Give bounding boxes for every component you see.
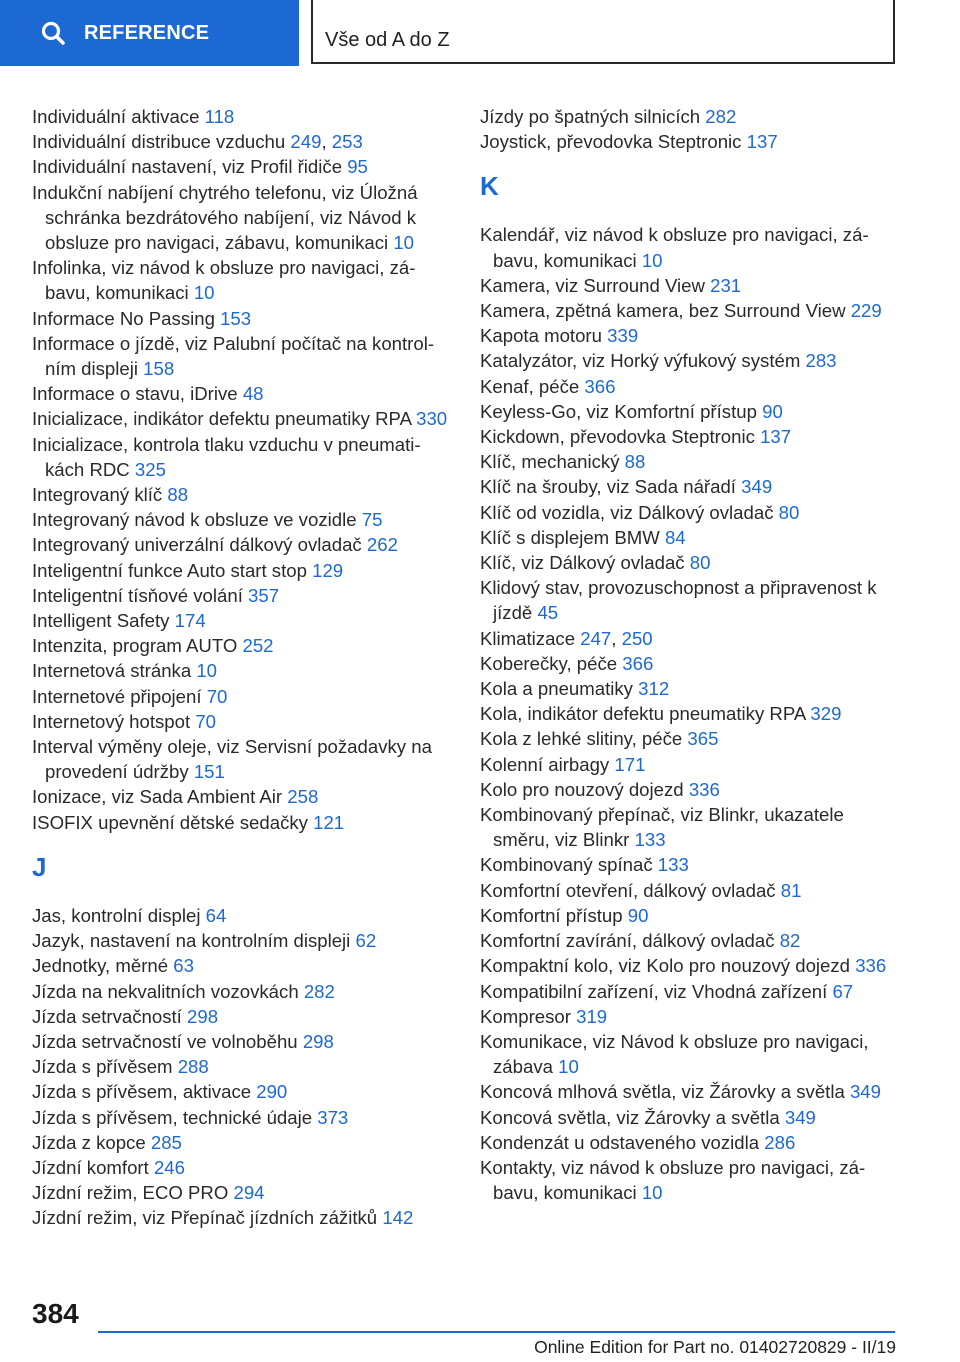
index-list-k (480, 222, 900, 1205)
page-link[interactable]: 10 (641, 249, 663, 271)
page-link[interactable]: 229 (850, 300, 882, 322)
index-entry (32, 255, 452, 305)
page-link[interactable]: 62 (355, 930, 377, 952)
page-link[interactable]: 349 (741, 476, 773, 498)
index-entry (32, 709, 452, 734)
index-entry (32, 154, 452, 179)
index-term: Jízda setrvačností (32, 1005, 188, 1027)
index-term: Inteligentní funkce Auto start stop (32, 559, 313, 581)
index-list-j-continued (480, 104, 900, 154)
index-term: Klimatizace (480, 627, 581, 649)
index-term: Jednotky, měrné (32, 955, 174, 977)
index-entry (480, 474, 900, 499)
page-link[interactable]: 95 (347, 156, 368, 178)
index-term: Komfortní otevření, dálkový ovladač (480, 879, 781, 901)
index-entry (480, 525, 900, 550)
index-entry (480, 903, 900, 928)
index-entry (480, 928, 900, 953)
index-term: Integrovaný univerzální dálkový ovladač (32, 534, 367, 556)
index-entry (32, 482, 452, 507)
index-term: Jízdní komfort (32, 1156, 154, 1178)
reference-label: REFERENCE (84, 21, 210, 44)
index-entry (32, 104, 452, 129)
index-entry (32, 1029, 452, 1054)
index-entry (32, 784, 452, 809)
index-entry (480, 953, 900, 978)
page-link[interactable]: 246 (153, 1156, 185, 1178)
index-term: Jízda na nekvalitních vozovkách (32, 980, 304, 1002)
page-link[interactable]: 70 (206, 685, 228, 707)
page-link[interactable]: 10 (193, 282, 215, 304)
index-term: Kola z lehké slitiny, péče (480, 728, 688, 750)
index-term: Kenaf, péče (480, 375, 585, 397)
page-link[interactable]: 10 (393, 232, 414, 254)
index-term: Kamera, zpětná kamera, bez Surround View (480, 300, 851, 322)
index-entry (480, 651, 900, 676)
page-link[interactable]: 286 (764, 1131, 796, 1153)
page-link[interactable]: 282 (705, 106, 737, 127)
page-link[interactable]: 70 (195, 710, 217, 732)
index-entry (480, 222, 900, 272)
page-link[interactable]: 349 (784, 1106, 816, 1128)
index-term: Indukční nabíjení chytrého telefonu, viz Úložná schránka bezdrátového nabíjení, viz Návod k obsluze pro navigaci, zábavu, komunikaci (32, 181, 418, 254)
page-link[interactable]: 81 (780, 879, 802, 901)
page-link[interactable]: 118 (204, 106, 235, 127)
page-number: 384 (32, 1298, 79, 1329)
index-term: Kamera, viz Surround View (480, 274, 711, 296)
page-link[interactable]: 365 (687, 728, 719, 750)
page-link[interactable]: 253 (331, 131, 363, 153)
page-link[interactable]: 45 (537, 602, 559, 624)
index-entry (32, 633, 452, 658)
index-term: Klíč na šrouby, viz Sada nářadí (480, 476, 742, 498)
index-entry (32, 658, 452, 683)
reference-tab[interactable] (0, 0, 299, 66)
footer-divider (98, 1331, 895, 1333)
index-term: Komunikace, viz Návod k obsluze pro navigaci, zábava (480, 1030, 869, 1078)
page-link[interactable]: 262 (366, 534, 398, 556)
index-term: Kola, indikátor defektu pneumatiky RPA (480, 703, 811, 725)
search-icon (40, 20, 66, 46)
index-term: Jas, kontrolní displej (32, 904, 206, 926)
index-entry (480, 626, 900, 651)
index-term: Integrovaný návod k obsluze ve vozidle (32, 509, 362, 531)
index-term: Klidový stav, provozuschopnost a připravenost k jízdě (480, 577, 877, 624)
page-link[interactable]: 158 (143, 358, 175, 380)
index-term: Jízdní režim, ECO PRO (32, 1182, 234, 1204)
page-link[interactable]: 298 (302, 1030, 334, 1052)
index-term: Kombinovaný přepínač, viz Blinkr, ukazatele směru, viz Blinkr (480, 804, 844, 851)
index-term: Jízdy po špatných silnicích (480, 106, 706, 127)
index-entry (32, 1054, 452, 1079)
index-entry (32, 734, 452, 784)
index-entry (480, 424, 900, 449)
index-term: Interval výměny oleje, viz Servisní požadavky na provedení údržby (32, 736, 432, 783)
index-term: Informace o jízdě, viz Palubní počítač na kontrolním displeji (32, 332, 435, 380)
page-link[interactable]: 288 (177, 1056, 209, 1078)
index-column-left (32, 104, 452, 1231)
index-term: Informace o stavu, iDrive (32, 383, 243, 405)
page-link[interactable]: 294 (233, 1182, 265, 1204)
index-entry (480, 726, 900, 751)
index-entry (32, 928, 452, 953)
index-entry (480, 852, 900, 877)
index-term: Inicializace, indikátor defektu pneumatiky RPA (32, 408, 417, 430)
page-link[interactable]: 80 (778, 501, 800, 523)
index-entry (32, 1004, 452, 1029)
page-link[interactable]: 63 (173, 955, 194, 977)
index-list-i (32, 104, 452, 835)
index-term: Kombinovaný spínač (480, 854, 658, 876)
index-entry (32, 1079, 452, 1104)
page-link[interactable]: 349 (849, 1081, 881, 1103)
index-entry (32, 507, 452, 532)
page-link[interactable]: 373 (317, 1106, 349, 1128)
index-term: Kapota motoru (480, 325, 608, 347)
index-term: Koncová mlhová světla, viz Žárovky a světla (480, 1081, 850, 1103)
index-term: Inteligentní tísňové volání (32, 584, 249, 606)
index-term: Kolenní airbagy (480, 753, 615, 775)
page-link[interactable]: 249 (290, 131, 322, 153)
index-entry (32, 979, 452, 1004)
index-term: Internetový hotspot (32, 710, 196, 732)
page-link[interactable]: 82 (779, 930, 801, 952)
footer-edition: Online Edition for Part no. 01402720829 - II/19 (534, 1337, 896, 1357)
page-link[interactable]: 10 (558, 1056, 579, 1078)
index-term: Jízda s přívěsem, aktivace (32, 1081, 257, 1103)
page-link[interactable]: 366 (584, 375, 616, 397)
index-entry (480, 575, 900, 625)
index-term: Kontakty, viz návod k obsluze pro navigaci, zábavu, komunikaci (480, 1156, 866, 1204)
index-term: Kola a pneumatiky (480, 678, 639, 700)
page-link[interactable]: 319 (576, 1005, 608, 1027)
index-term: Jízdní režim, viz Přepínač jízdních zážitků (32, 1207, 383, 1229)
index-letter-j: J (32, 851, 47, 882)
index-entry (32, 583, 452, 608)
page-link[interactable]: 142 (382, 1207, 414, 1229)
index-term: Kickdown, převodovka Steptronic (480, 426, 761, 448)
index-term: Informace No Passing (32, 307, 221, 329)
page-link[interactable]: 137 (760, 426, 792, 448)
index-term: Intenzita, program AUTO (32, 635, 243, 657)
index-entry (480, 298, 900, 323)
index-term: Individuální nastavení, viz Profil řidiče (32, 156, 348, 178)
index-term: Klíč, mechanický (480, 451, 625, 473)
page-link[interactable]: 80 (689, 552, 711, 574)
header-bar (0, 0, 960, 66)
page-link[interactable]: 330 (416, 408, 448, 430)
index-entry (32, 180, 452, 256)
index-entry (32, 558, 452, 583)
index-term: Individuální aktivace (32, 106, 205, 127)
page-link[interactable]: 90 (627, 904, 649, 926)
index-term: Ionizace, viz Sada Ambient Air (32, 786, 288, 808)
index-entry (480, 500, 900, 525)
index-entry (32, 608, 452, 633)
index-term: Jízda s přívěsem (32, 1056, 178, 1078)
index-entry (480, 323, 900, 348)
index-entry (32, 1130, 452, 1155)
page-link[interactable]: 133 (657, 854, 689, 876)
index-term: Jízda setrvačností ve volnoběhu (32, 1030, 303, 1052)
page-link[interactable]: 151 (193, 761, 225, 783)
page-link[interactable]: 298 (187, 1005, 219, 1027)
index-term: Kolo pro nouzový dojezd (480, 778, 689, 800)
index-term: Jazyk, nastavení na kontrolním displeji (32, 930, 356, 952)
page-link[interactable]: 339 (607, 325, 639, 347)
index-term: Komfortní přístup (480, 904, 628, 926)
index-term: Joystick, převodovka Steptronic (480, 131, 747, 153)
index-term: ISOFIX upevnění dětské sedačky (32, 811, 314, 833)
index-entry (480, 979, 900, 1004)
chapter-title: Vše od A do Z (311, 0, 895, 64)
page-link[interactable]: 121 (313, 811, 345, 833)
page-link[interactable]: 247 (580, 627, 612, 649)
page-link[interactable]: 336 (688, 778, 720, 800)
index-term: Individuální distribuce vzduchu (32, 131, 291, 153)
page-link[interactable]: 90 (762, 400, 783, 422)
page-link[interactable]: 64 (205, 904, 227, 926)
index-entry (32, 1155, 452, 1180)
index-entry (32, 406, 452, 431)
index-entry (480, 701, 900, 726)
index-entry (480, 752, 900, 777)
index-term: Koncová světla, viz Žárovky a světla (480, 1106, 785, 1128)
page-link[interactable]: 325 (134, 458, 166, 480)
index-entry (480, 1130, 900, 1155)
index-term: Klíč od vozidla, viz Dálkový ovladač (480, 501, 779, 523)
page-link[interactable]: 88 (624, 451, 646, 473)
page-link[interactable]: 153 (220, 307, 252, 329)
page-link[interactable]: 250 (621, 627, 653, 649)
index-entry (480, 550, 900, 575)
index-term: Klíč s displejem BMW (480, 526, 665, 548)
index-term: Kondenzát u odstaveného vozidla (480, 1131, 765, 1153)
index-entry (480, 129, 900, 154)
page-link[interactable]: 282 (303, 980, 335, 1002)
index-term: Kompaktní kolo, viz Kolo pro nouzový dojezd (480, 955, 856, 977)
index-entry (480, 104, 900, 129)
page-link[interactable]: 133 (634, 829, 666, 851)
index-entry (480, 273, 900, 298)
index-term: Inicializace, kontrola tlaku vzduchu v pneumatikách RDC (32, 433, 421, 480)
page-link[interactable]: 88 (167, 484, 189, 506)
index-term: Kompatibilní zařízení, viz Vhodná zařízení (480, 980, 833, 1002)
index-entry (32, 953, 452, 978)
index-entry (480, 348, 900, 373)
index-term: Integrovaný klíč (32, 484, 168, 506)
index-term: Klíč, viz Dálkový ovladač (480, 552, 690, 574)
page-link[interactable]: 290 (256, 1081, 288, 1103)
page-link[interactable]: 366 (622, 652, 654, 674)
index-entry (32, 532, 452, 557)
index-entry (32, 903, 452, 928)
page-link[interactable]: 252 (242, 635, 274, 657)
index-letter-k: K (480, 171, 499, 202)
page-link[interactable]: 174 (174, 610, 206, 632)
page-link[interactable]: 231 (710, 274, 742, 296)
index-term: Internetová stránka (32, 660, 197, 682)
index-term: Kalendář, viz návod k obsluze pro navigaci, zábavu, komunikaci (480, 224, 869, 271)
page-link[interactable]: 129 (312, 559, 344, 581)
page-link[interactable]: 67 (832, 980, 854, 1002)
page-link[interactable]: 137 (746, 131, 778, 153)
index-entry (480, 777, 900, 802)
index-term: Infolinka, viz návod k obsluze pro navigaci, zábavu, komunikaci (32, 257, 416, 304)
index-entry (32, 381, 452, 406)
page-link[interactable]: 329 (810, 703, 842, 725)
page-link[interactable]: 357 (248, 584, 280, 606)
index-entry (480, 878, 900, 903)
index-list-j (32, 903, 452, 1231)
index-entry (480, 399, 900, 424)
page-separator: , (611, 627, 622, 649)
index-entry (480, 1004, 900, 1029)
index-entry (480, 1029, 900, 1079)
index-entry (480, 802, 900, 852)
index-term: Internetové připojení (32, 685, 207, 707)
page-link[interactable]: 48 (242, 383, 264, 405)
index-entry (480, 676, 900, 701)
index-term: Komfortní zavírání, dálkový ovladač (480, 930, 780, 952)
index-entry (32, 810, 452, 835)
index-term: Jízda z kopce (32, 1131, 151, 1153)
index-entry (480, 374, 900, 399)
index-entry (480, 449, 900, 474)
page-link[interactable]: 283 (805, 350, 837, 372)
index-entry (32, 129, 452, 154)
page-link[interactable]: 258 (287, 786, 319, 808)
page-link[interactable]: 285 (150, 1131, 182, 1153)
page-link[interactable]: 10 (196, 660, 218, 682)
page-separator: , (321, 131, 332, 153)
page-link[interactable]: 312 (638, 678, 670, 700)
index-term: Intelligent Safety (32, 610, 175, 632)
index-column-right (480, 104, 900, 1205)
page-link[interactable]: 336 (855, 955, 887, 977)
index-term: Kompresor (480, 1005, 577, 1027)
index-entry (32, 1180, 452, 1205)
page-link[interactable]: 84 (664, 526, 686, 548)
index-entry (480, 1105, 900, 1130)
index-term: Koberečky, péče (480, 652, 623, 674)
index-term: Katalyzátor, viz Horký výfukový systém (480, 350, 806, 372)
index-entry (32, 331, 452, 381)
index-entry (32, 306, 452, 331)
index-entry (32, 432, 452, 482)
page-link[interactable]: 75 (361, 509, 383, 531)
index-entry (32, 1105, 452, 1130)
index-entry (32, 684, 452, 709)
index-entry (480, 1079, 900, 1104)
index-entry (32, 1205, 452, 1230)
page-link[interactable]: 171 (614, 753, 646, 775)
index-term: Keyless-Go, viz Komfortní přístup (480, 400, 763, 422)
index-term: Jízda s přívěsem, technické údaje (32, 1106, 318, 1128)
page-link[interactable]: 10 (641, 1182, 663, 1204)
index-entry (480, 1155, 900, 1205)
